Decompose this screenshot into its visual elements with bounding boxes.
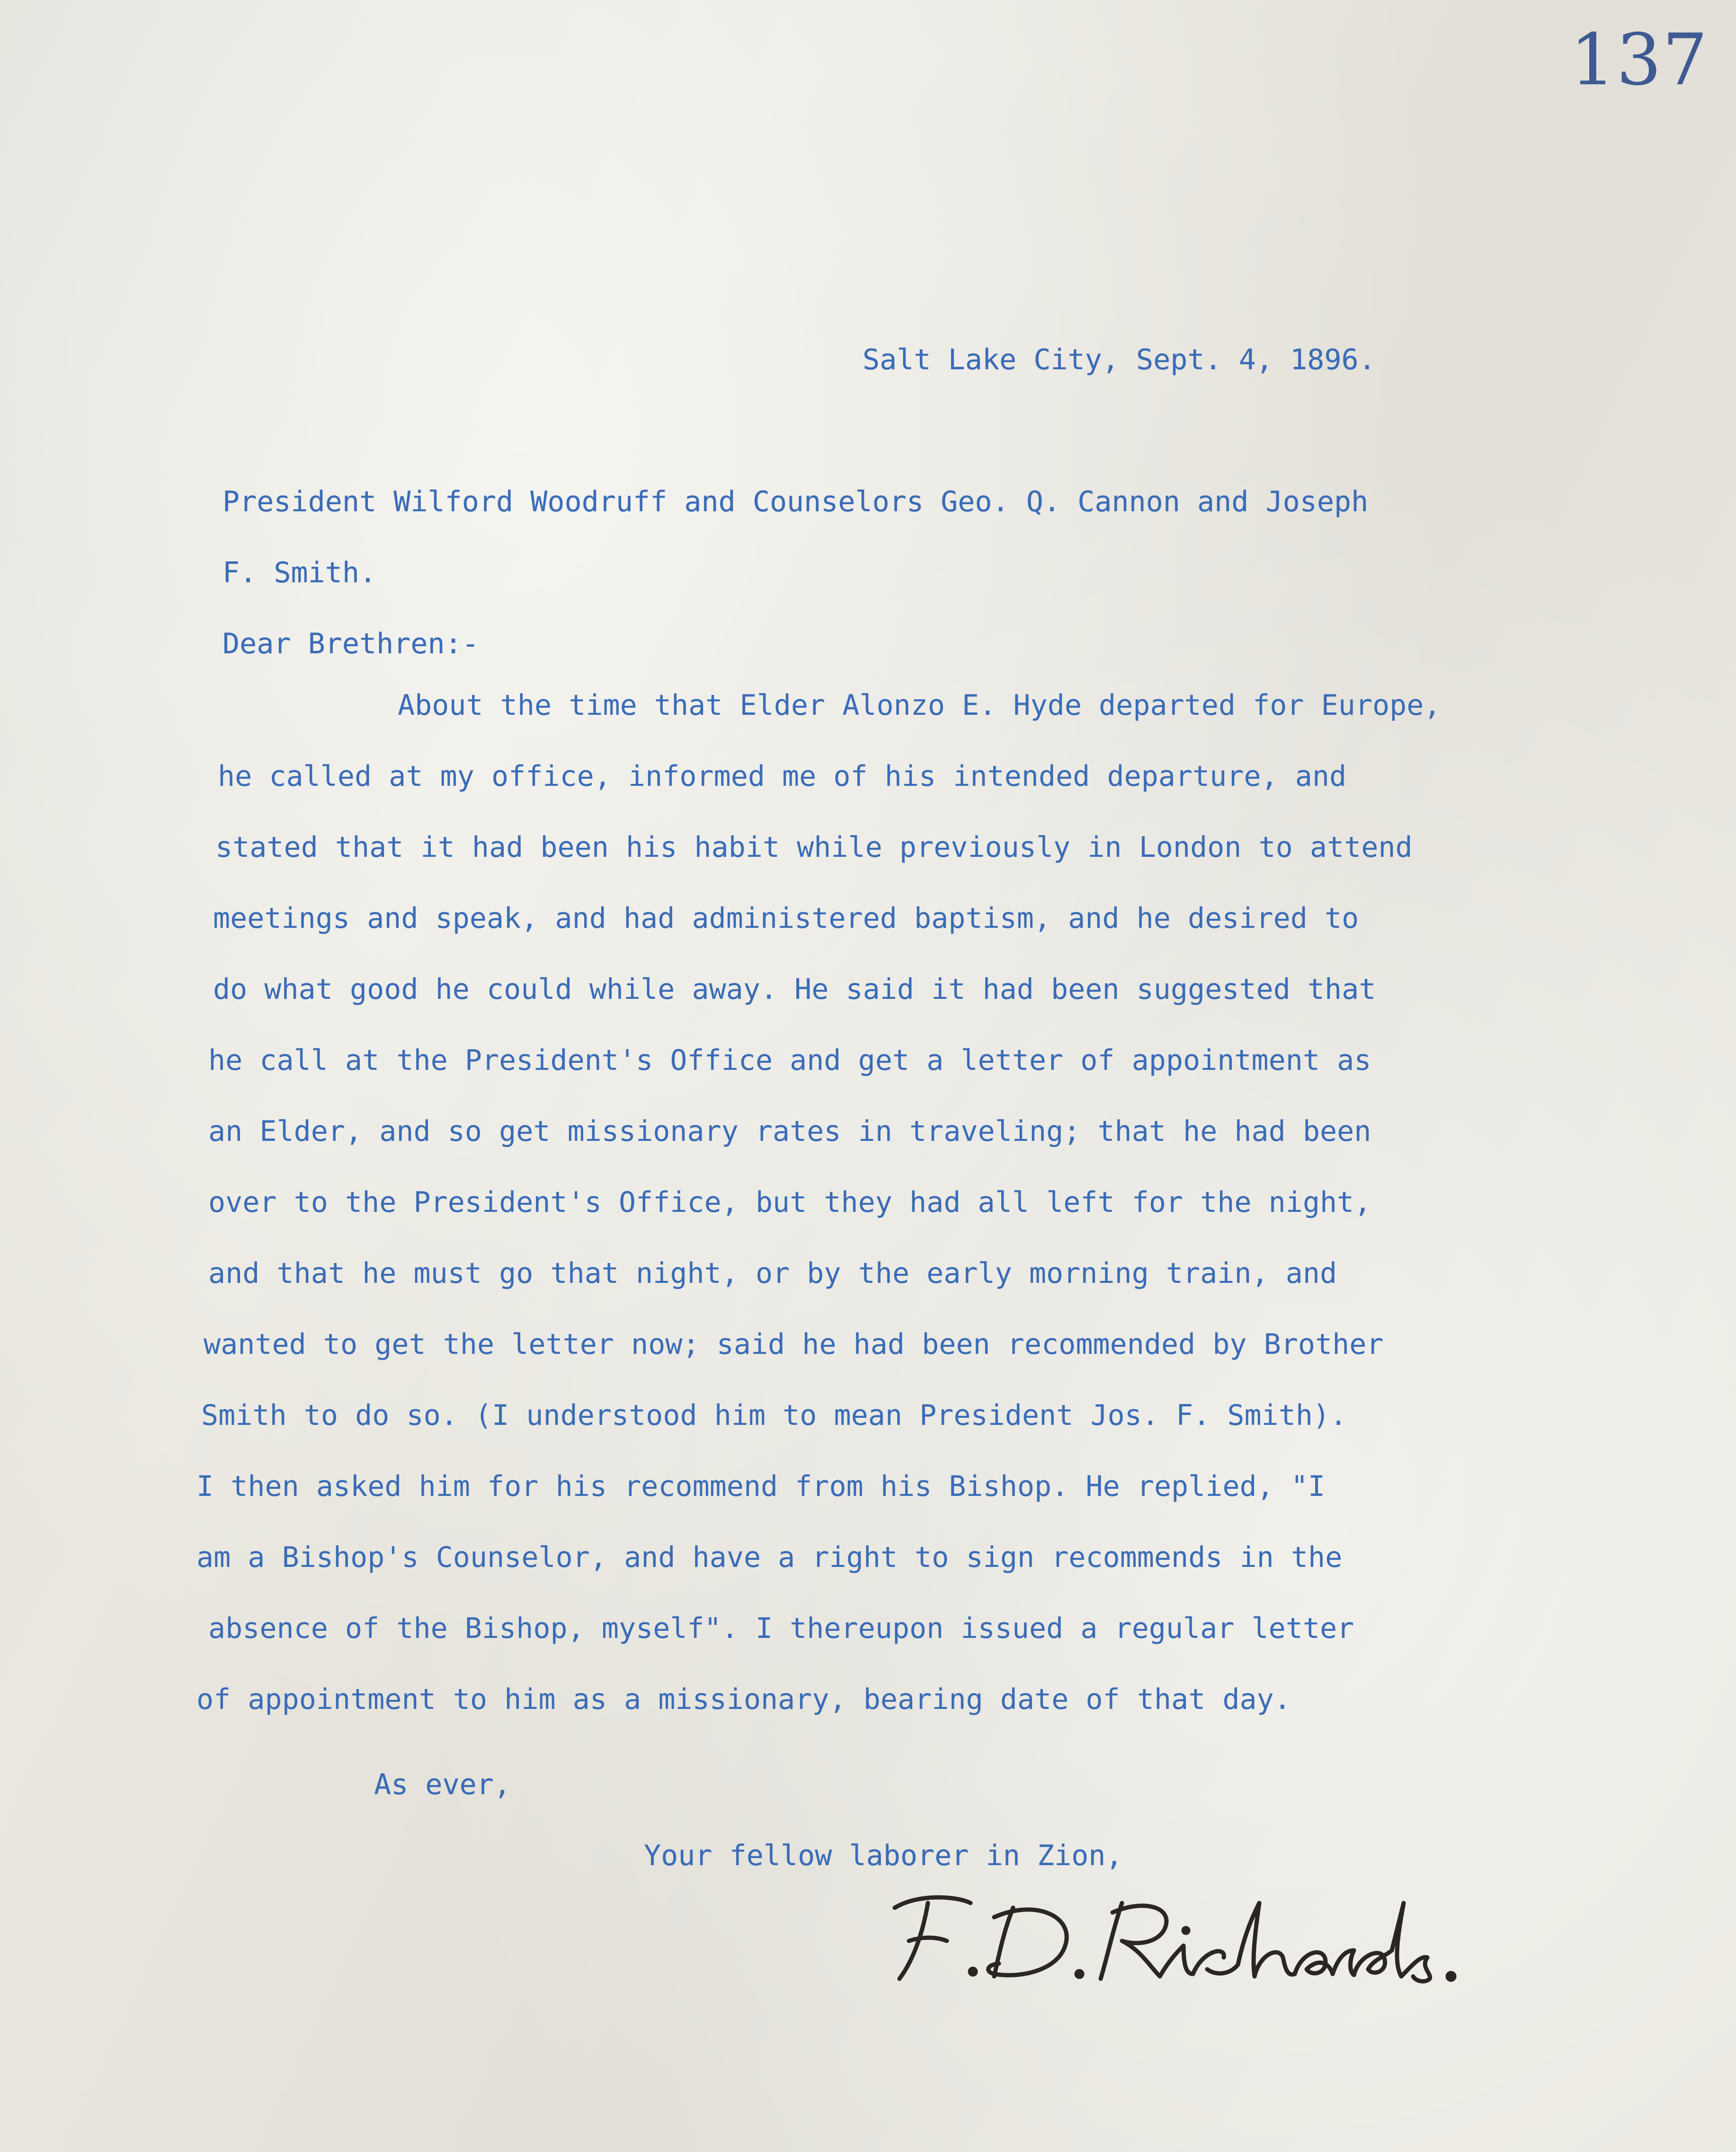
body-line: wanted to get the letter now; said he had been recommended by Brother [204,1328,1384,1361]
body-line: and that he must go that night, or by the early morning train, and [208,1257,1337,1290]
addressee-line: President Wilford Woodruff and Counselors Geo. Q. Cannon and Joseph [223,485,1369,518]
body-line: he call at the President's Office and get a letter of appointment as [208,1044,1371,1077]
body-line: meetings and speak, and had administered baptism, and he desired to [213,902,1359,935]
body-line: am a Bishop's Counselor, and have a right to sign recommends in the [196,1541,1343,1574]
handwritten-signature [876,1875,1491,1998]
dateline: Salt Lake City, Sept. 4, 1896. [863,343,1376,376]
body-line: I then asked him for his recommend from his Bishop. He replied, "I [196,1470,1326,1503]
body-line: Smith to do so. (I understood him to mean President Jos. F. Smith). [201,1399,1347,1432]
body-line: of appointment to him as a missionary, bearing date of that day. [196,1683,1291,1716]
closing-line: As ever, [374,1768,511,1801]
body-line: over to the President's Office, but they had all left for the night, [208,1186,1371,1219]
body-line: he called at my office, informed me of his intended departure, and [218,760,1347,793]
body-line: stated that it had been his habit while previously in London to attend [215,831,1413,864]
page-number: 137 [1570,19,1709,101]
body-line: an Elder, and so get missionary rates in traveling; that he had been [208,1115,1371,1148]
body-line: About the time that Elder Alonzo E. Hyde departed for Europe, [398,689,1441,722]
addressee-line: F. Smith. [223,556,377,589]
body-line: do what good he could while away. He said it had been suggested that [213,973,1376,1006]
salutation: Dear Brethren:- [223,627,479,660]
closing-line: Your fellow laborer in Zion, [644,1839,1123,1872]
body-line: absence of the Bishop, myself". I thereupon issued a regular letter [208,1612,1354,1645]
